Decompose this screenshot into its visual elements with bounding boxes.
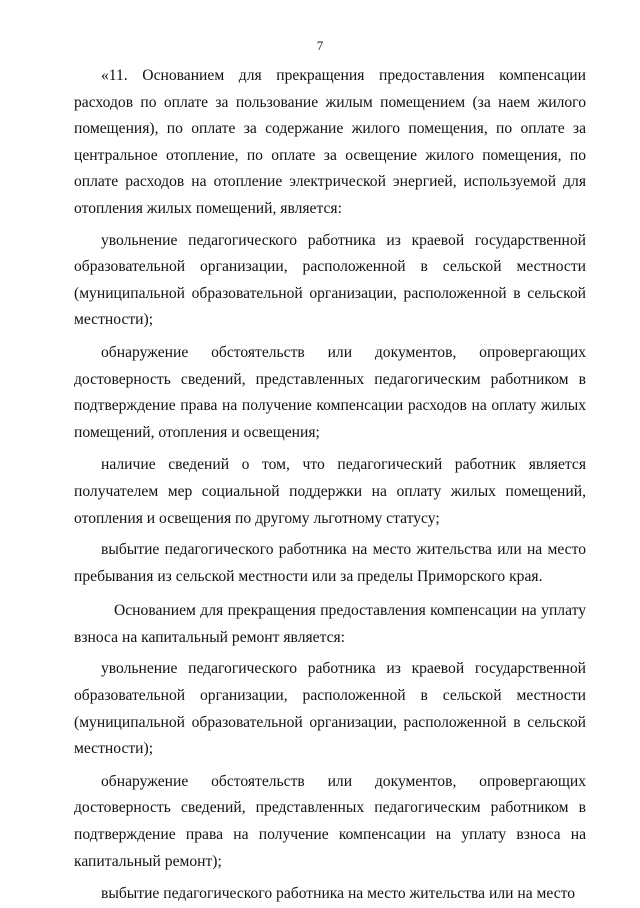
paragraph-capital-repair-intro: Основанием для прекращения предоставления компенсации на уплату взноса на капитальный ремонт является:	[74, 602, 586, 646]
paragraph-other-benefit-status: наличие сведений о том, что педагогический работник является получателем мер социальной поддержки на оплату жилых помещений, отопления и освещения по другому льготному статусу;	[74, 456, 586, 527]
paragraph-capital-repair-relocation: выбытие педагогического работника на место жительства или на место	[101, 885, 576, 903]
document-body	[74, 63, 586, 908]
paragraph-termination-grounds-intro: «11. Основанием для прекращения предоставления компенсации расходов по оплате за пользование жилым помещением (за наем жилого помещения), по оплате за содержание жилого помещения, по оплате за центральное отопление, по оплате за освещение жилого помещения, по оплате расходов на отопление электрической энергией, используемой для отопления жилых помещений, является:	[74, 67, 586, 217]
paragraph-capital-repair-dismissal: увольнение педагогического работника из краевой государственной образовательной организации, расположенной в сельской местности (муниципальной образовательной организации, расположенной в сельской местности);	[74, 660, 586, 758]
paragraph-dismissal: увольнение педагогического работника из краевой государственной образовательной организации, расположенной в сельской местности (муниципальной образовательной организации, расположенной в сельской местности);	[74, 231, 586, 329]
paragraph-capital-repair-disproving-documents: обнаружение обстоятельств или документов, опровергающих достоверность сведений, представленных педагогическим работником в подтверждение права на получение компенсации на уплату взноса на капитальный ремонт);	[74, 772, 586, 870]
paragraph-relocation: выбытие педагогического работника на место жительства или на место пребывания из сельской местности или за пределы Приморского края.	[74, 541, 586, 585]
paragraph-disproving-documents: обнаружение обстоятельств или документов, опровергающих достоверность сведений, представленных педагогическим работником в подтверждение права на получение компенсации расходов на оплату жилых помещений, отопления и освещения;	[74, 343, 586, 441]
page-number: 7	[316, 38, 324, 53]
